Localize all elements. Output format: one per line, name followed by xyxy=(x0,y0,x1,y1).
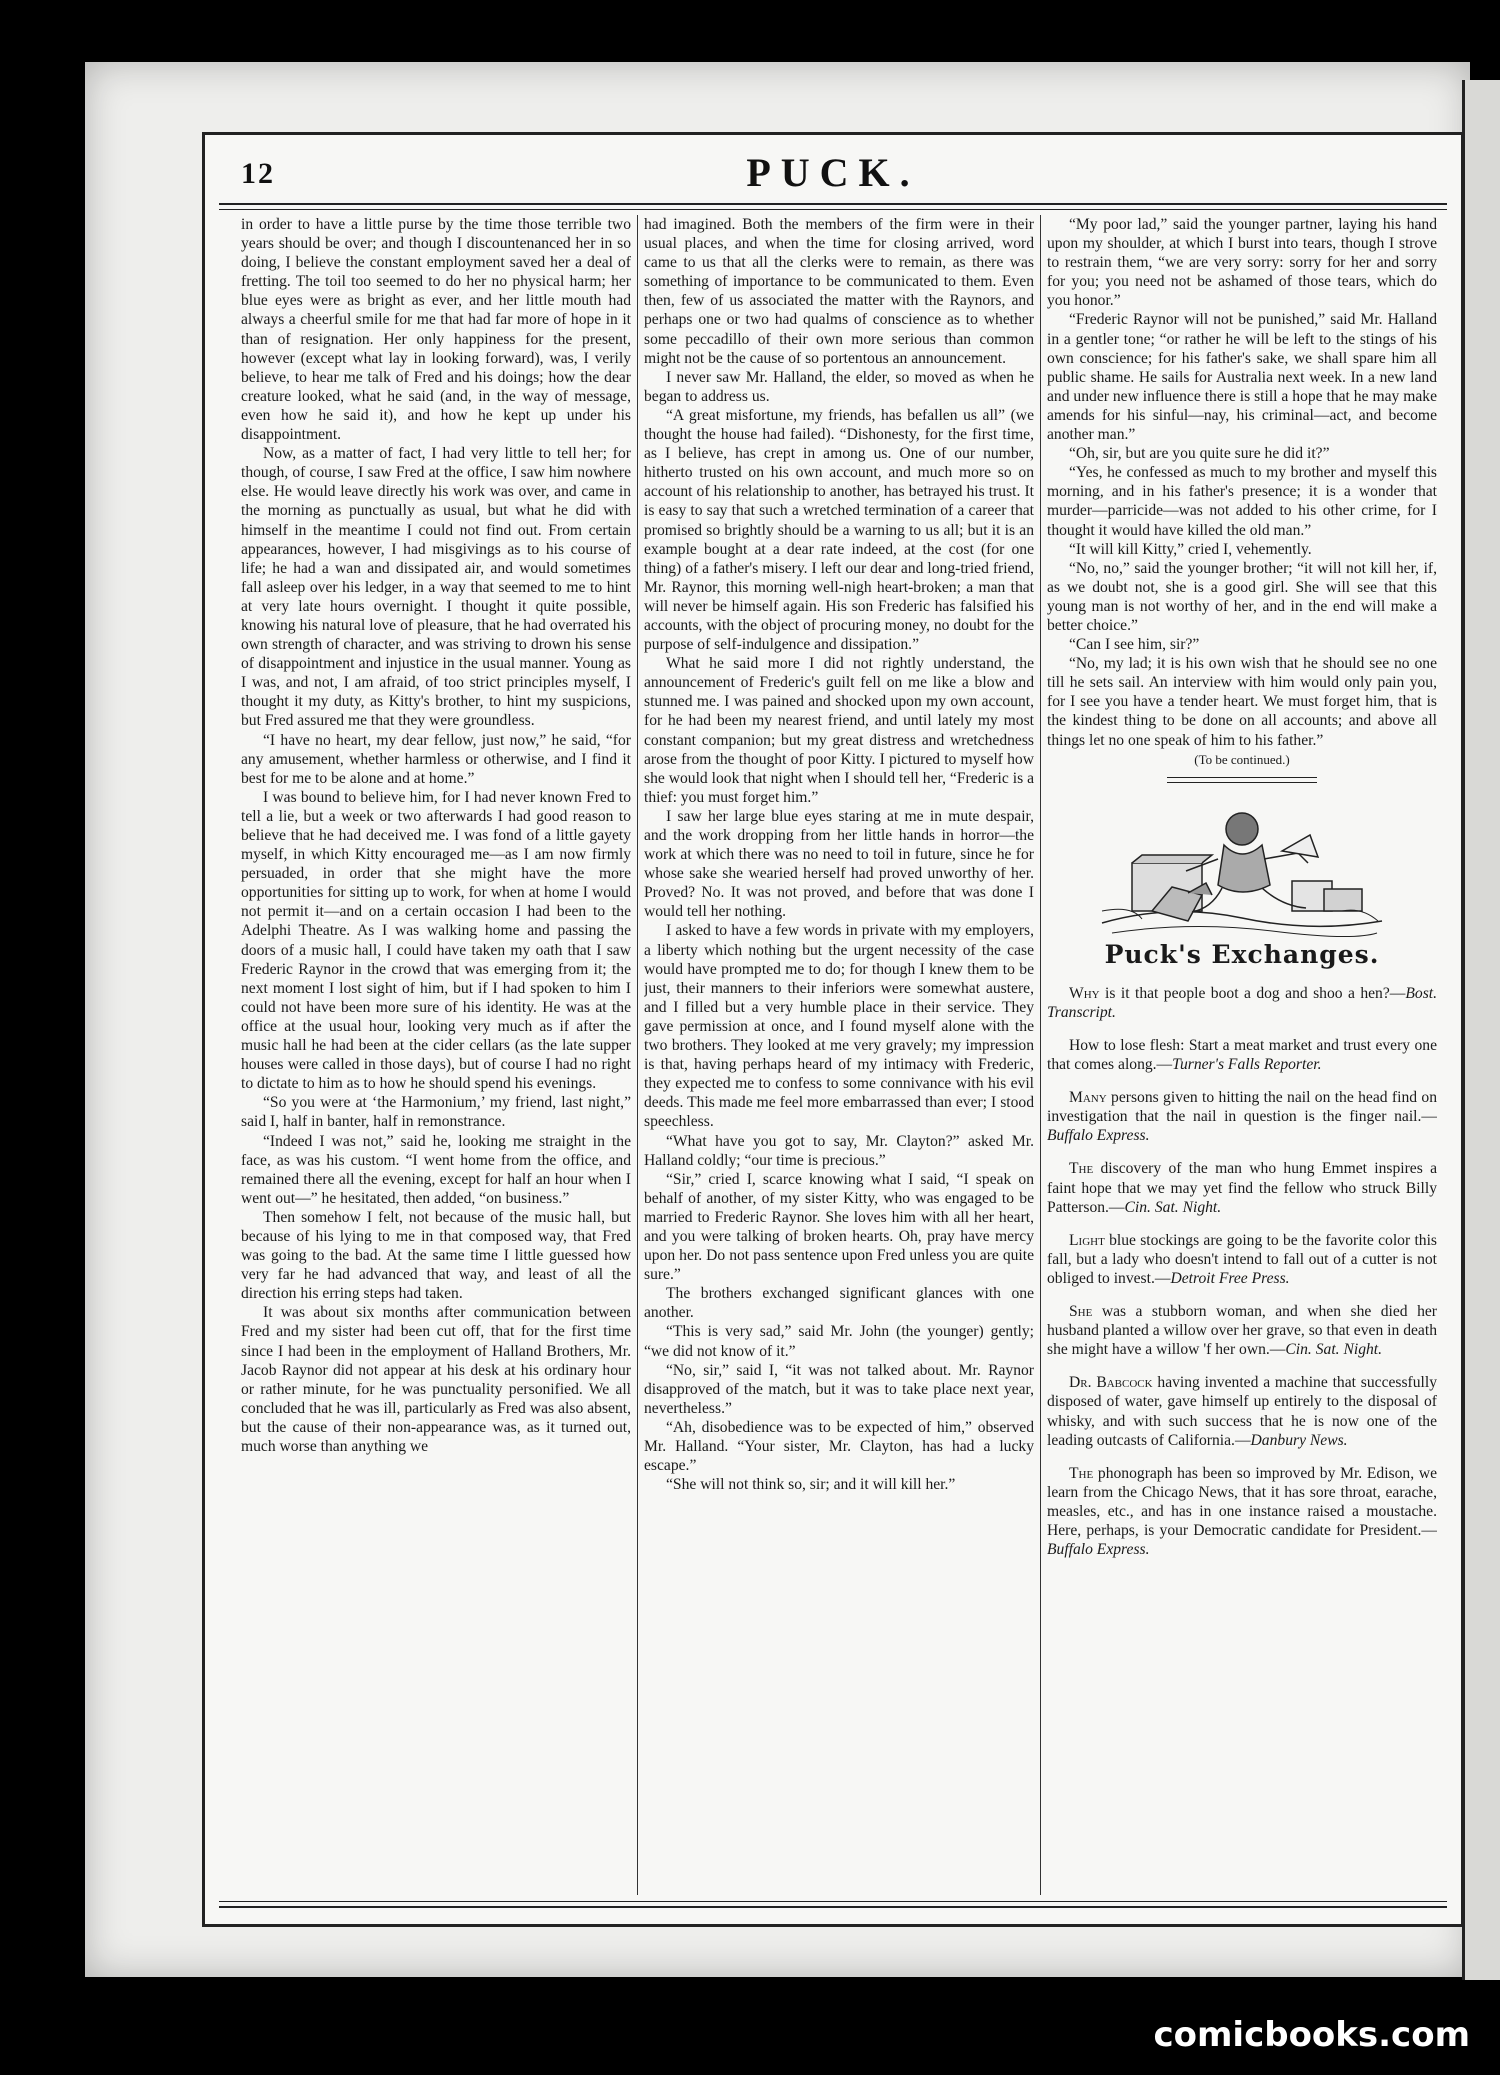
adjacent-page-edge xyxy=(1462,80,1500,1980)
column-3 xyxy=(1047,215,1437,1895)
item-source: Detroit Free Press. xyxy=(1170,1269,1290,1287)
item-text: discovery of the man who hung Emmet inspires a faint hope that we may yet find the fellow who struck Billy Patterson.— xyxy=(1047,1160,1437,1216)
paragraph: I saw her large blue eyes staring at me in mute despair, and the work dropping from her little hands in horror—the work at which there was no need to toil in future, since he for whose sake she wearied herself had proved unworthy of her. Proved? No. It was not proved, and before that was done I would tell her nothing. xyxy=(644,807,1034,921)
paragraph: “Frederic Raynor will not be punished,” said Mr. Halland in a gentler tone; “or rather he will be left to the stings of his own conscience; for his father's sake, we shall spare him all public shame. He sails for Australia next week. In a new land and under new influence there is still a hope that he may make amends for his sinful—nay, his criminal—act, and become another man.” xyxy=(1047,311,1437,444)
paragraph: had imagined. Both the members of the firm were in their usual places, and when the time for closing arrived, word came to us that all the clerks were to remain, as there was something of importance to be communicated to them. Even then, few of us associated the matter with the Raynors, and perhaps one or two had qualms of conscience as to whether some peccadillo of their own more serious than common might not be the cause of so portentous an announcement. xyxy=(644,216,1034,367)
paragraph: “Indeed I was not,” said he, looking me straight in the face, as was his custom. “I went home from the office, and remained there all the evening, except for half an hour when I went out—” he hesitated, then added, “on business.” xyxy=(241,1132,631,1207)
paragraph: What he said more I did not rightly understand, the announcement of Frederic's guilt fell on me like a blow and stunned me. I was pained and shocked upon my own account, for he had been my nearest friend, and until lately my most constant companion; but my great distress and wretchedness arose from the thought of poor Kitty. I pictured to myself how she would look that night when I should tell her, “Frederic is a thief: you must forget him.” xyxy=(644,655,1034,806)
paragraph: It was about six months after communication between Fred and my sister had been cut off, that for the first time since I had been in the employment of Halland Brothers, Mr. Jacob Raynor did not appear at his desk at his ordinary hour or rather minute, for he was punctuality personified. We all concluded that he was ill, particularly as Fred was also absent, but the cause of their non-appearance was, as it turned out, much worse than anything we xyxy=(241,1304,631,1455)
item-text: is it that people boot a dog and shoo a hen?— xyxy=(1099,984,1406,1002)
lead-word: Dr. Babcock xyxy=(1069,1374,1153,1392)
paragraph: “It will kill Kitty,” cried I, vehemently. xyxy=(1069,540,1312,558)
paragraph: “A great misfortune, my friends, has befallen us all” (we thought the house had failed). “Dishonesty, for the first time, as I believe, has crept in among us. One of our number, hitherto trusted on his own account, and much more so on account of his relationship to another, has betrayed his trust. It is easy to say that such a wretched termination of a career that promised so brightly should be a warning to us all; but it is an example bought at a dear rate indeed, at the cost (for one thing) of a father's misery. I left our dear and long-tried friend, Mr. Raynor, this morning well-nigh heart-broken; a man that will never be himself again. His son Frederic has falsified his accounts, with the object of procuring money, no doubt for the purpose of self-indulgence and dissipation.” xyxy=(644,406,1034,654)
item-text: How to lose flesh: Start a meat market and trust every one that comes along.— xyxy=(1047,1037,1437,1074)
paragraph: “So you were at ‘the Harmonium,’ my friend, last night,” said I, half in banter, half in remonstrance. xyxy=(241,1094,631,1131)
to-be-continued-note: (To be continued.) xyxy=(1194,751,1290,767)
paragraph: “My poor lad,” said the younger partner, laying his hand upon my shoulder, at which I burst into tears, though I strove to restrain them, “we are very sorry: sorry for her and sorry for you; you need not be ashamed of those tears, which do you honor.” xyxy=(1047,216,1437,310)
item-text: blue stockings are going to be the favorite color this fall, but a lady who doesn't intend to fall out of a cutter is not obliged to invest.— xyxy=(1047,1231,1437,1287)
paragraph: Now, as a matter of fact, I had very little to tell her; for though, of course, I saw Fred at the office, I saw him nowhere else. He would leave directly his work was over, and came in the morning as punctually as usual, but what he did with himself in the meantime I could not find out. From certain appearances, however, I had misgivings as to his course of life; he had a wan and dissipated air, and would sometimes fall asleep over his ledger, in a way that seemed to me to hint at very late hours overnight. I thought it quite possible, knowing his natural love of pleasure, that he had overrated his own strength of character, and was striving to drown his sense of disappointment and injustice in the usual manner. Young as I was, and not, I am afraid, of too strict principles myself, I thought it my duty, as Kitty's brother, to hint my suspicions, but Fred assured me that they were groundless. xyxy=(241,445,631,730)
item-source: Buffalo Express. xyxy=(1047,1127,1150,1145)
page-header xyxy=(205,135,1461,201)
item-source: Bost. Transcript. xyxy=(1047,984,1437,1021)
header-rule xyxy=(219,203,1447,210)
item-source: Turner's Falls Reporter. xyxy=(1172,1056,1322,1074)
lead-word: Light xyxy=(1069,1231,1105,1249)
exchange-item xyxy=(1047,984,1437,1022)
item-source: Buffalo Express. xyxy=(1047,1541,1150,1559)
exchange-item xyxy=(1047,1088,1437,1145)
item-source: Danbury News. xyxy=(1250,1431,1348,1449)
column-1 xyxy=(241,215,631,1895)
paragraph: “Yes, he confessed as much to my brother and myself this morning, and in his father's presence; it is a wonder that murder—parricide—was not added to his other crime, for I thought it would have killed the old man.” xyxy=(1047,464,1437,539)
masthead-title: PUCK. xyxy=(746,150,920,195)
exchanges-heading: Puck's Exchanges. xyxy=(1104,939,1380,969)
item-text: phonograph has been so improved by Mr. Edison, we learn from the Chicago News, that it has sore throat, earache, measles, etc., and has in one instance raised a moustache. Here, perhaps, is your Democratic candidate for President.— xyxy=(1047,1464,1437,1539)
item-text: having invented a machine that successfully disposed of water, gave himself up entirely to the disposal of whisky, and with such success that he is now one of the leading outcasts of California.— xyxy=(1047,1374,1437,1449)
paragraph: “This is very sad,” said Mr. John (the younger) gently; “we did not know of it.” xyxy=(644,1323,1034,1360)
paragraph: “I have no heart, my dear fellow, just now,” he said, “for any amusement, whether harmless or otherwise, and I find it best for me to be alone and at home.” xyxy=(241,731,631,787)
column-divider xyxy=(1040,215,1041,1895)
paragraph: Then somehow I felt, not because of the music hall, but because of his lying to me in that composed way, that Fred was going to the bad. At the same time I little guessed how very far he had advanced that way, and least of all the direction his erring steps had taken. xyxy=(241,1208,631,1303)
exchange-item xyxy=(1047,1373,1437,1449)
paragraph: “Ah, disobedience was to be expected of him,” observed Mr. Halland. “Your sister, Mr. Clayton, has had a lucky escape.” xyxy=(644,1418,1034,1475)
exchange-item xyxy=(1047,1231,1437,1288)
lead-word: She xyxy=(1069,1303,1093,1321)
exchange-item xyxy=(1047,1159,1437,1216)
column-2 xyxy=(644,215,1034,1895)
paragraph: “What have you got to say, Mr. Clayton?” asked Mr. Halland coldly; “our time is precious.” xyxy=(644,1132,1034,1169)
watermark-link[interactable]: comicbooks.com xyxy=(1153,2015,1470,2055)
paragraph: in order to have a little purse by the time those terrible two years should be over; and though I discountenanced her in so doing, I believe the constant employment saved her a deal of fretting. The toil too seemed to do her no physical harm; her blue eyes were as bright as ever, and her little mouth had always a cheerful smile for me that had far more of hope in it than of resignation. Her only happiness for the present, however (except what lay in looking forward), was, I verily believe, to hear me talk of Fred and his doings; how the dear creature looked, what he said (and, in the way of message, even how he said it), and how he kept up under his disappointment. xyxy=(241,216,631,444)
page-number: 12 xyxy=(241,157,275,190)
section-separator xyxy=(1167,777,1317,783)
lead-word: Many xyxy=(1069,1089,1107,1107)
exchange-item xyxy=(1047,1036,1437,1074)
lead-word: The xyxy=(1069,1160,1094,1178)
paragraph: “Oh, sir, but are you quite sure he did it?” xyxy=(1069,445,1330,463)
column-divider xyxy=(637,215,638,1895)
paragraph: “Sir,” cried I, scarce knowing what I said, “I speak on behalf of another, of my sister Kitty, who was engaged to be married to Frederic Raynor. She loves him with all her heart, and you were talking of broken hearts. Oh, pray have mercy upon her. Do not pass sentence upon Fred unless you are quite sure.” xyxy=(644,1170,1034,1284)
paragraph: The brothers exchanged significant glances with one another. xyxy=(644,1285,1034,1322)
exchange-item xyxy=(1047,1464,1437,1559)
paragraph: “No, my lad; it is his own wish that he should see no one till he sets sail. An interview with him would only pain you, for I see you have a tender heart. We must forget him, that is the kindest thing to be done on all accounts; and above all things let no one speak of him to his father.” xyxy=(1047,655,1437,749)
puck-cherub-illustration xyxy=(1092,793,1392,943)
item-text: persons given to hitting the nail on the head find on investigation that the nail in question is the finger nail.— xyxy=(1047,1089,1437,1126)
item-source: Cin. Sat. Night. xyxy=(1285,1341,1383,1359)
paragraph: “She will not think so, sir; and it will kill her.” xyxy=(666,1476,956,1494)
lead-word: Why xyxy=(1069,984,1100,1002)
paragraph: I asked to have a few words in private with my employers, a liberty which nothing but the urgent necessity of the case would have prompted me to do; for though I knew them to be just, their manners to their inferiors were somewhat austere, and I filled but a very humble place in their service. They gave permission at once, and I found myself alone with the two brothers. They looked at me very gravely; my impression is that, having perhaps heard of my intimacy with Frederic, they expected me to confess to some connivance with his evil deeds. This made me feel more embarrassed than ever; I stood speechless. xyxy=(644,922,1034,1131)
exchange-item xyxy=(1047,1302,1437,1359)
newspaper-page xyxy=(202,132,1464,1927)
paragraph: I never saw Mr. Halland, the elder, so moved as when he began to address us. xyxy=(644,368,1034,405)
paragraph: I was bound to believe him, for I had never known Fred to tell a lie, but a week or two afterwards I had good reason to believe that he had deceived me. I was fond of a little gayety myself, in which Kitty encouraged me—as I am now firmly persuaded, in order that she might have the more opportunities for sitting up to work, for when at home I would not permit it—and on a certain occasion I had been to the Adelphi Theatre. As I was walking home and passing the doors of a music hall, I could have taken my oath that I saw Frederic Raynor in the crowd that was emerging from it; the next moment I lost sight of him, but if I had spoken to him I could not have been more sure of his identity. He was at the office at the usual hour, looking very much as if after the music hall he had been at the cider cellars (as the late supper houses were called in those days), but of course I had no right to dictate to him as to how he should spend his evenings. xyxy=(241,788,631,1093)
item-source: Cin. Sat. Night. xyxy=(1124,1198,1222,1216)
paragraph: “Can I see him, sir?” xyxy=(1069,636,1200,654)
lead-word: The xyxy=(1069,1464,1094,1482)
item-text: was a stubborn woman, and when she died her husband planted a willow over her grave, so that even in death she might have a willow 'f her own.— xyxy=(1047,1303,1437,1359)
paragraph: “No, no,” said the younger brother; “it will not kill her, if, as we doubt not, she is a good girl. She will see that this young man is not worthy of her, and in the end will make a better choice.” xyxy=(1047,559,1437,634)
paragraph: “No, sir,” said I, “it was not talked about. Mr. Raynor disapproved of the match, but it was to take place next year, nevertheless.” xyxy=(644,1361,1034,1417)
footer-rule xyxy=(219,1901,1447,1908)
